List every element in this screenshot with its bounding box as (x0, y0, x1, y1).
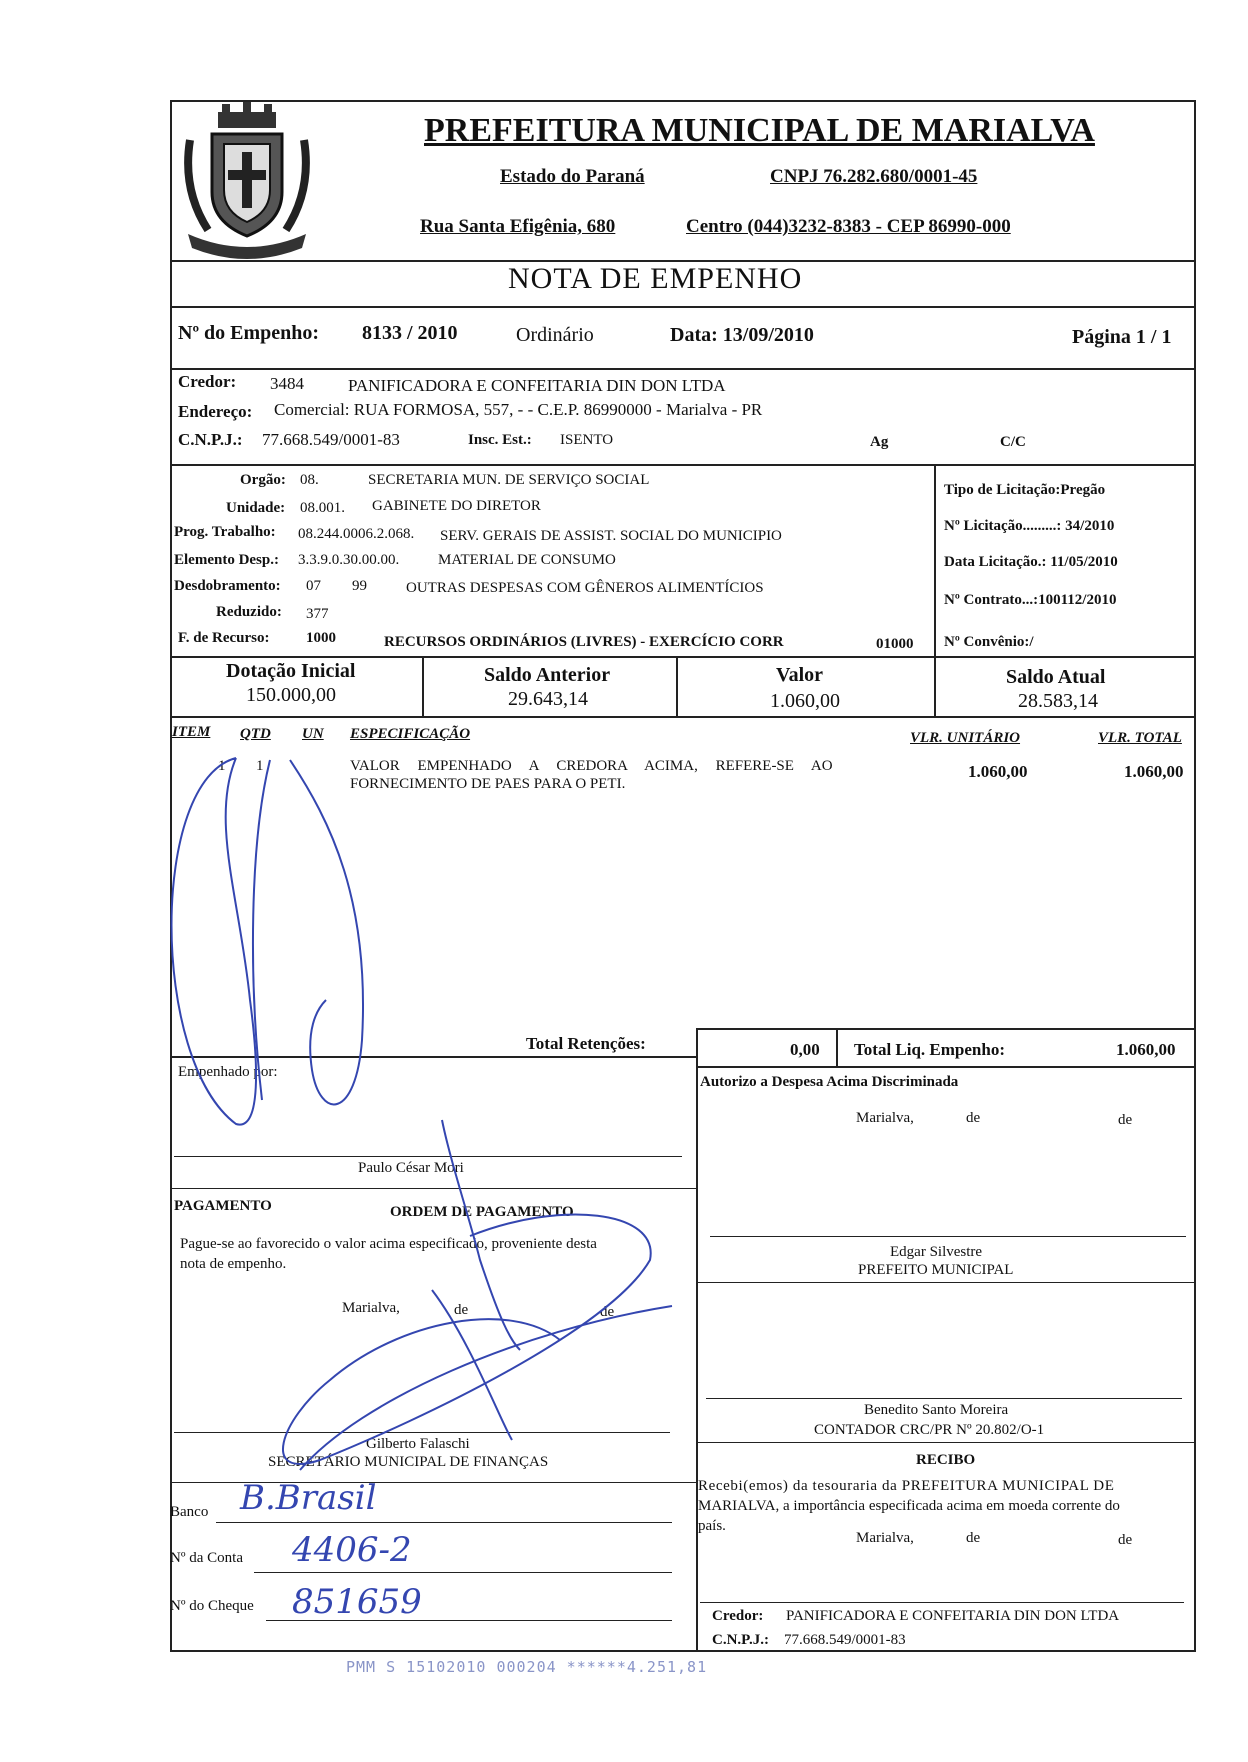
credor-cnpj: 77.668.549/0001-83 (262, 430, 400, 449)
item-desc-line1: VALOR EMPENHADO A CREDORA ACIMA, REFERE-SE AO (350, 758, 833, 774)
col-vlr-unitario: VLR. UNITÁRIO (910, 730, 1021, 746)
recibo-city: Marialva, (856, 1530, 914, 1546)
desd-a: 07 (306, 578, 321, 594)
credor-address: Comercial: RUA FORMOSA, 557, - - C.E.P. 86990000 - Marialva - PR (274, 400, 763, 419)
recurso-code: 01000 (876, 636, 914, 652)
empenho-type: Ordinário (516, 324, 594, 346)
licitacao-date: Data Licitação.: 11/05/2010 (944, 554, 1118, 570)
header-cnpj: CNPJ 76.282.680/0001-45 (770, 166, 978, 187)
prog-value: 08.244.0006.2.068. (298, 526, 415, 542)
handwritten-cheque: 851659 (292, 1582, 422, 1622)
desd-desc: OUTRAS DESPESAS COM GÊNEROS ALIMENTÍCIOS (406, 580, 764, 596)
empenho-label: Nº do Empenho: (178, 322, 320, 344)
coat-of-arms-icon (178, 100, 316, 260)
pagamento-city: Marialva, (342, 1300, 400, 1316)
col-especificacao: ESPECIFICAÇÃO (350, 726, 471, 742)
saldo-atual-label: Saldo Atual (1006, 666, 1106, 688)
account-label: C/C (1000, 434, 1026, 450)
secretario-name: Gilberto Falaschi (366, 1436, 470, 1452)
retencoes-value: 0,00 (790, 1040, 820, 1059)
recibo-de1: de (966, 1530, 981, 1546)
prog-desc: SERV. GERAIS DE ASSIST. SOCIAL DO MUNICIPIO (440, 528, 782, 544)
recibo-line2: MARIALVA, a importância especificada acima em moeda corrente do (698, 1498, 1120, 1514)
recurso-value: 1000 (306, 630, 336, 646)
liquido-label: Total Liq. Empenho: (854, 1040, 1005, 1059)
autorizo-city: Marialva, (856, 1110, 914, 1126)
autorizo-heading: Autorizo a Despesa Acima Discriminada (700, 1074, 959, 1090)
recibo-credor-label: Credor: (712, 1608, 764, 1624)
elem-desc: MATERIAL DE CONSUMO (438, 552, 616, 568)
recibo-cnpj: 77.668.549/0001-83 (784, 1632, 906, 1648)
contract-number: Nº Contrato...:100112/2010 (944, 592, 1117, 608)
prog-label: Prog. Trabalho: (174, 524, 276, 540)
col-qtd: QTD (240, 726, 271, 742)
conta-label: Nº da Conta (170, 1550, 243, 1566)
insc-label: Insc. Est.: (468, 432, 532, 448)
state-name: Estado do Paraná (500, 166, 645, 187)
recibo-line1: Recebi(emos) da tesouraria da PREFEITURA MUNICIPAL DE (698, 1478, 1115, 1494)
cheque-label: Nº do Cheque (170, 1598, 254, 1614)
pagamento-de2: de (600, 1304, 615, 1320)
credor-name: PANIFICADORA E CONFEITARIA DIN DON LTDA (348, 376, 726, 395)
item-total-price: 1.060,00 (1124, 762, 1184, 781)
retencoes-label: Total Retenções: (526, 1034, 646, 1053)
contador-title: CONTADOR CRC/PR Nº 20.802/O-1 (814, 1422, 1045, 1438)
payment-stamp: PMM S 15102010 000204 ******4.251,81 (346, 1658, 708, 1676)
liquido-value: 1.060,00 (1116, 1040, 1176, 1059)
col-item: ITEM (172, 724, 211, 740)
autorizo-de2: de (1118, 1112, 1133, 1128)
col-vlr-total: VLR. TOTAL (1098, 730, 1182, 746)
recibo-heading: RECIBO (916, 1452, 976, 1468)
empenhado-name: Paulo César Mori (358, 1160, 464, 1176)
saldo-atual-value: 28.583,14 (1018, 690, 1098, 712)
secretario-title: SECRETÁRIO MUNICIPAL DE FINANÇAS (268, 1454, 549, 1470)
dotacao-value: 150.000,00 (246, 684, 336, 706)
recurso-desc: RECURSOS ORDINÁRIOS (LIVRES) - EXERCÍCIO CORR (384, 634, 784, 650)
address-label: Endereço: (178, 402, 253, 421)
desd-label: Desdobramento: (174, 578, 281, 594)
elem-value: 3.3.9.0.30.00.00. (298, 552, 400, 568)
municipality-title: PREFEITURA MUNICIPAL DE MARIALVA (424, 112, 1095, 149)
licitacao-type: Tipo de Licitação:Pregão (944, 482, 1106, 498)
unidade-label: Unidade: (226, 500, 286, 516)
agency-label: Ag (870, 434, 889, 450)
header-contact: Centro (044)3232-8383 - CEP 86990-000 (686, 216, 1011, 237)
empenho-date: Data: 13/09/2010 (670, 324, 814, 346)
dotacao-label: Dotação Inicial (226, 660, 356, 682)
reduzido-label: Reduzido: (216, 604, 282, 620)
banco-label: Banco (170, 1504, 209, 1520)
empenhado-label: Empenhado por: (178, 1064, 278, 1080)
handwritten-account: 4406-2 (292, 1530, 412, 1570)
credor-label: Credor: (178, 372, 237, 391)
saldo-anterior-label: Saldo Anterior (484, 664, 611, 686)
licitacao-number: Nº Licitação.........: 34/2010 (944, 518, 1115, 534)
recibo-credor-name: PANIFICADORA E CONFEITARIA DIN DON LTDA (786, 1608, 1120, 1624)
orgao-desc: SECRETARIA MUN. DE SERVIÇO SOCIAL (368, 472, 650, 488)
handwritten-bank: B.Brasil (240, 1478, 377, 1518)
elem-label: Elemento Desp.: (174, 552, 279, 568)
item-unit-price: 1.060,00 (968, 762, 1028, 781)
contador-name: Benedito Santo Moreira (864, 1402, 1009, 1418)
header-address: Rua Santa Efigênia, 680 (420, 216, 616, 237)
cnpj-label: C.N.P.J.: (178, 430, 243, 449)
convenio-number: Nº Convênio:/ (944, 634, 1034, 650)
pague-line1: Pague-se ao favorecido o valor acima especificado, proveniente desta (180, 1236, 597, 1252)
document-title: NOTA DE EMPENHO (508, 262, 803, 295)
valor-value: 1.060,00 (770, 690, 840, 712)
pagamento-de1: de (454, 1302, 469, 1318)
ordem-pagamento-heading: ORDEM DE PAGAMENTO (390, 1204, 574, 1220)
unidade-desc: GABINETE DO DIRETOR (372, 498, 541, 514)
recibo-line3: país. (698, 1518, 726, 1534)
insc-value: ISENTO (560, 432, 614, 448)
item-qtd: 1 (256, 758, 264, 774)
orgao-label: Orgão: (240, 472, 286, 488)
pagamento-heading: PAGAMENTO (174, 1198, 272, 1214)
item-number: 1 (218, 758, 226, 774)
unidade-value: 08.001. (300, 500, 345, 516)
col-un: UN (302, 726, 324, 742)
pague-line2: nota de empenho. (180, 1256, 287, 1272)
valor-label: Valor (776, 664, 824, 686)
desd-b: 99 (352, 578, 367, 594)
empenho-number: 8133 / 2010 (362, 322, 458, 344)
orgao-value: 08. (300, 472, 319, 488)
item-desc-line2: FORNECIMENTO DE PAES PARA O PETI. (350, 776, 626, 792)
recibo-cnpj-label: C.N.P.J.: (712, 1632, 769, 1648)
prefeito-name: Edgar Silvestre (890, 1244, 983, 1260)
credor-code: 3484 (270, 374, 304, 393)
reduzido-value: 377 (306, 606, 329, 622)
autorizo-de1: de (966, 1110, 981, 1126)
page-number: Página 1 / 1 (1072, 326, 1172, 348)
recibo-de2: de (1118, 1532, 1133, 1548)
recurso-label: F. de Recurso: (178, 630, 270, 646)
prefeito-title: PREFEITO MUNICIPAL (858, 1262, 1014, 1278)
saldo-anterior-value: 29.643,14 (508, 688, 588, 710)
